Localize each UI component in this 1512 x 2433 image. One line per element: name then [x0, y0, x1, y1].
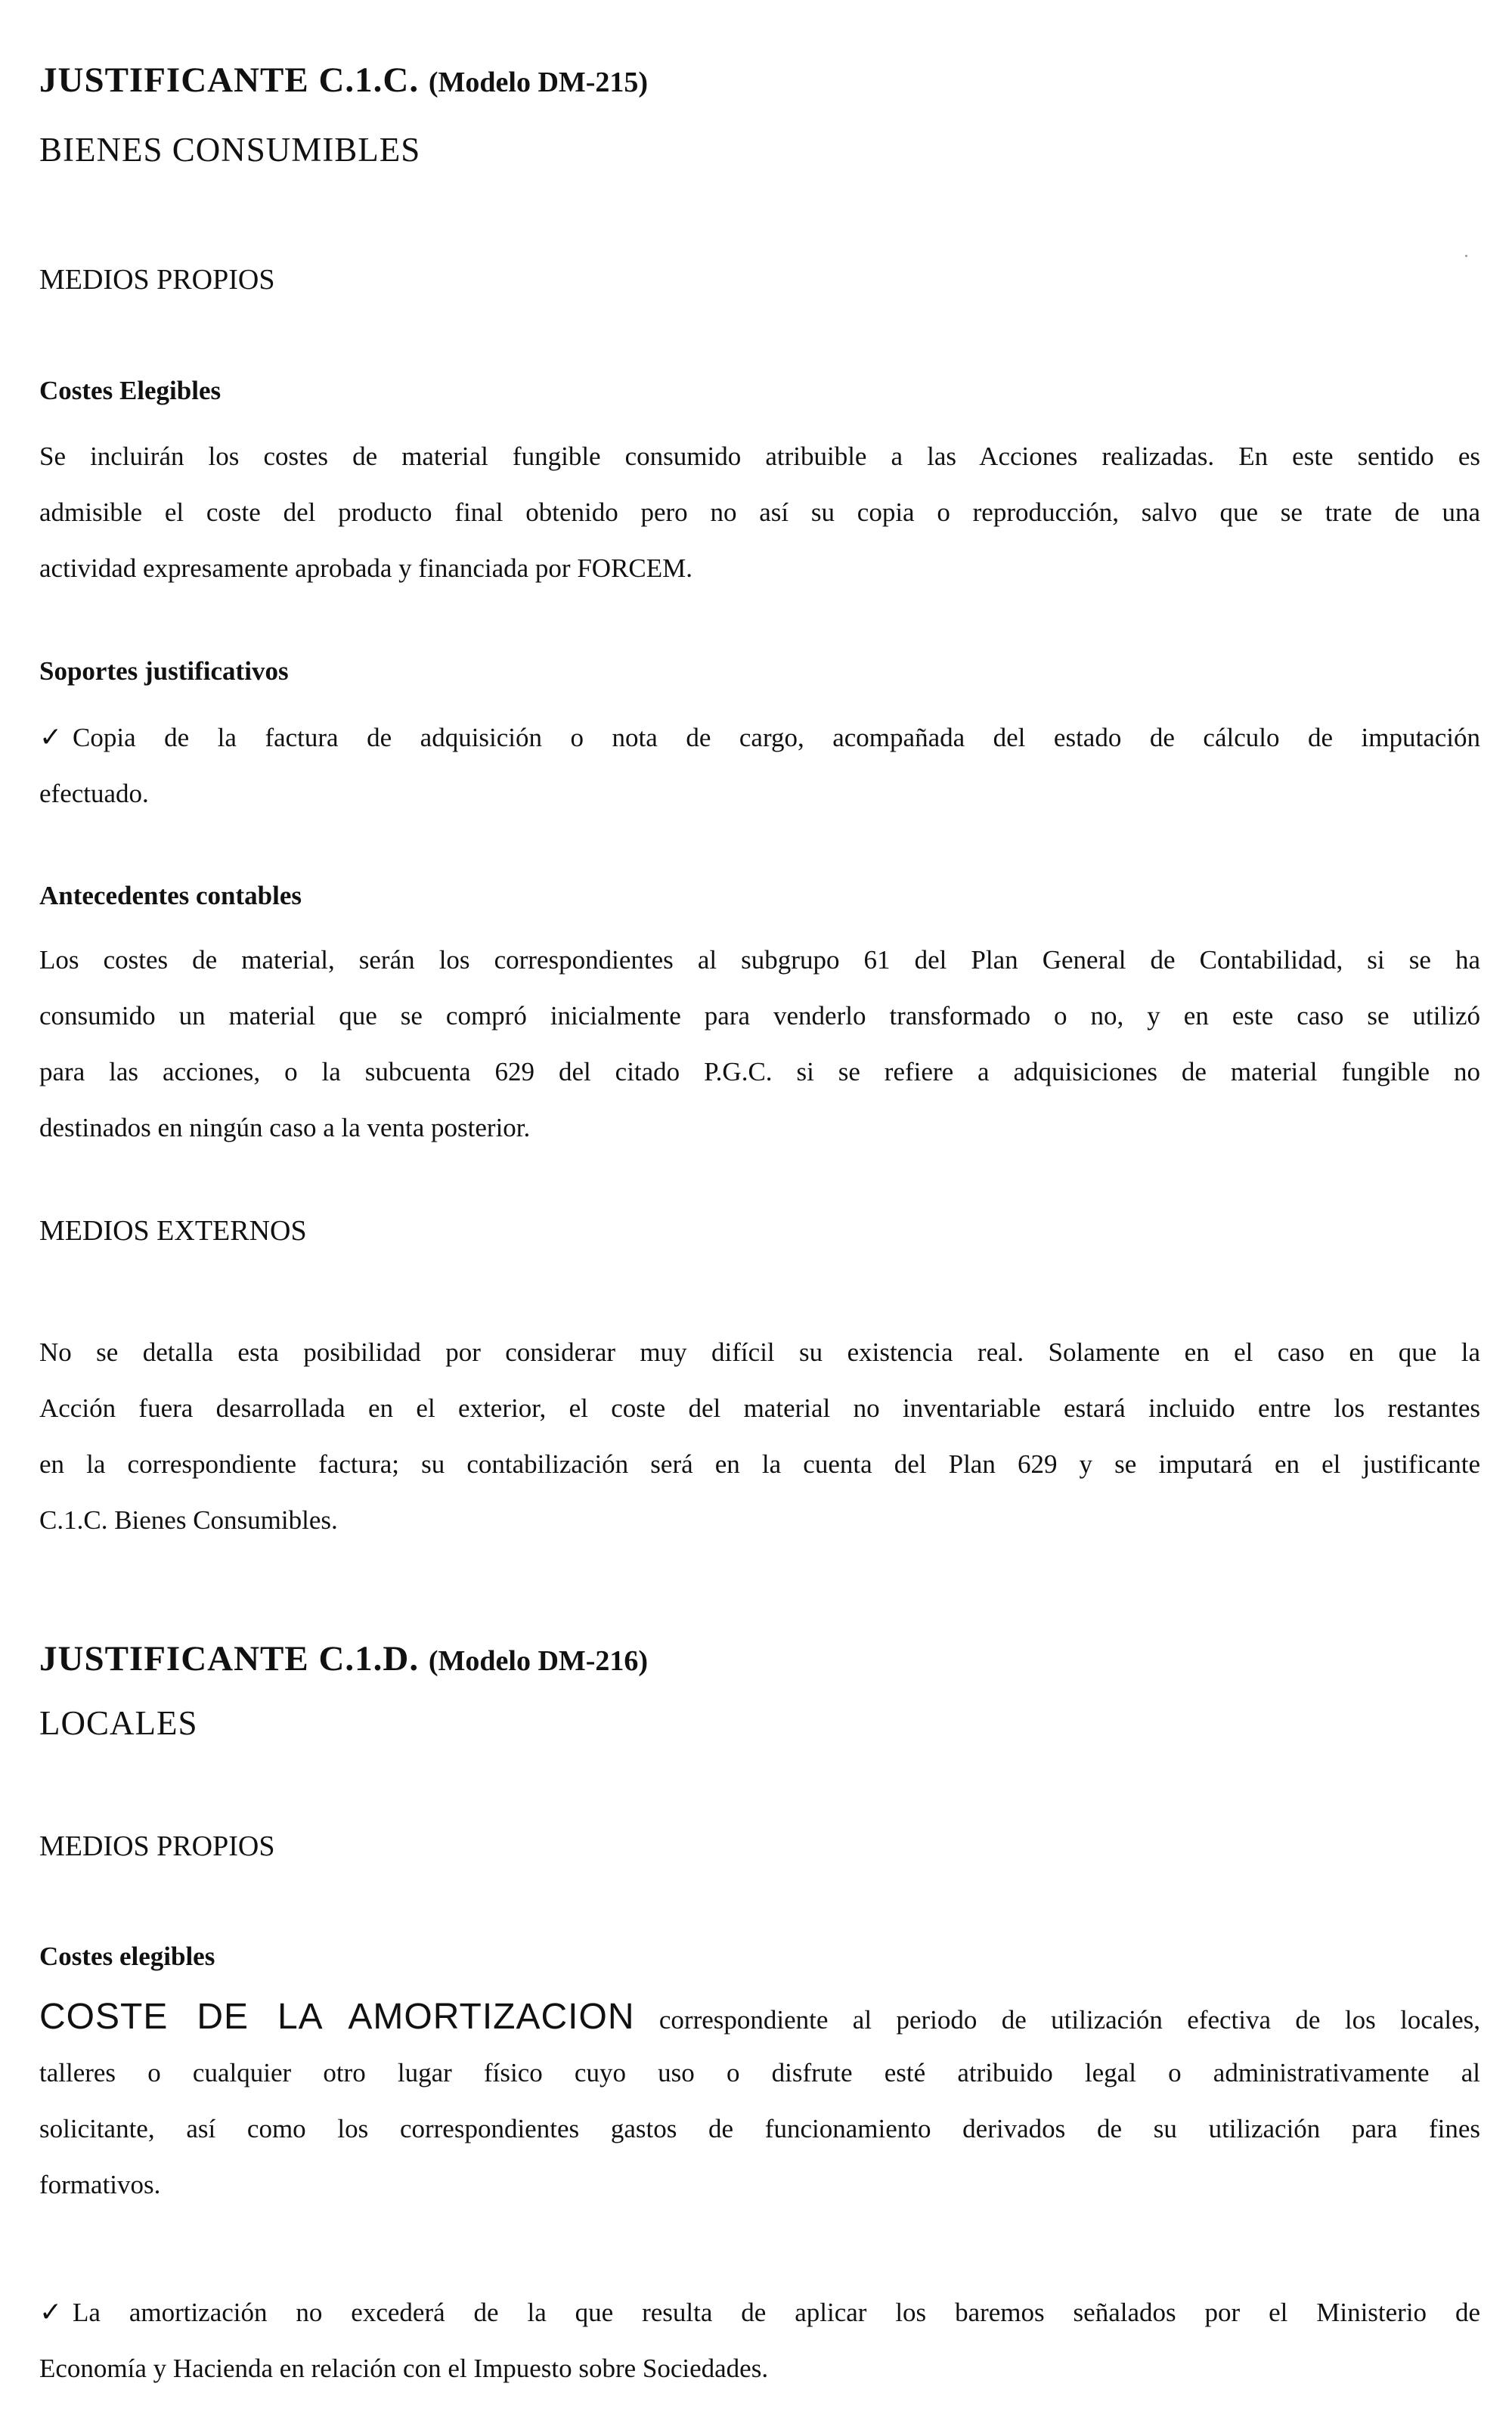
section-c1d-model: (Modelo DM-216) [428, 1645, 649, 1677]
paragraph-line: Los costes de material, serán los correspondientes al subgrupo 61 del Plan General de Contabilidad, si se ha [39, 945, 1480, 975]
section-c1d-costes-paragraph [39, 1989, 1480, 2213]
paragraph-line: admisible el coste del producto final obtenido pero no así su copia o reproducción, salvo que se trate de una [39, 497, 1480, 527]
soportes-line-text: Copia de la factura de adquisición o nota de cargo, acompañada del estado de cálculo de imputación [73, 723, 1480, 752]
section-c1c-costes-paragraph [39, 429, 1480, 597]
amortizacion-lead: COSTE DE LA AMORTIZACION [39, 1997, 635, 2037]
section-c1d-title [39, 1638, 648, 1679]
paragraph-line: para las acciones, o la subcuenta 629 del citado P.G.C. si se refiere a adquisiciones de material fungible no [39, 1057, 1480, 1086]
section-c1c-title-text: JUSTIFICANTE C.1.C. [39, 60, 420, 100]
checkmark-icon: ✓ [39, 2297, 63, 2328]
section-c1c-costes-label: Costes Elegibles [39, 376, 222, 405]
section-c1c-antecedentes-label: Antecedentes contables [39, 881, 302, 910]
paragraph-line [39, 710, 1480, 766]
section-c1c-antecedentes-paragraph [39, 932, 1480, 1156]
paragraph-line: Acción fuera desarrollada en el exterior, el coste del material no inventariable estará incluido entre los restantes [39, 1393, 1480, 1423]
paragraph-line [39, 1989, 1480, 2045]
paragraph-line: Economía y Hacienda en relación con el Impuesto sobre Sociedades. [39, 2354, 769, 2383]
section-c1d-nota-paragraph [39, 2285, 1480, 2397]
section-c1d-costes-label: Costes elegibles [39, 1942, 215, 1971]
section-c1d-subtitle: LOCALES [39, 1704, 198, 1742]
paragraph-line: en la correspondiente factura; su contabilización será en la cuenta del Plan 629 y se imputará en el justificante [39, 1449, 1480, 1479]
section-c1c-externos-paragraph [39, 1325, 1480, 1548]
paragraph-line [39, 2285, 1480, 2341]
section-c1c-medios-externos-heading: MEDIOS EXTERNOS [39, 1215, 307, 1247]
paragraph-line: Se incluirán los costes de material fungible consumido atribuible a las Acciones realizadas. En este sentido es [39, 442, 1480, 471]
scan-speck [1465, 255, 1467, 257]
section-c1d-medios-propios-heading: MEDIOS PROPIOS [39, 1830, 275, 1862]
section-c1c-soportes-label: Soportes justificativos [39, 656, 289, 686]
paragraph-line: consumido un material que se compró inicialmente para venderlo transformado o no, y en este caso se utilizó [39, 1001, 1480, 1031]
section-c1c-soportes-paragraph [39, 710, 1480, 822]
section-c1c-model: (Modelo DM-215) [428, 67, 649, 98]
paragraph-line: actividad expresamente aprobada y financiada por FORCEM. [39, 553, 693, 583]
section-c1d-title-text: JUSTIFICANTE C.1.D. [39, 1639, 420, 1678]
section-c1c-title [39, 60, 648, 101]
paragraph-line: destinados en ningún caso a la venta posterior. [39, 1113, 531, 1142]
paragraph-line: C.1.C. Bienes Consumibles. [39, 1505, 338, 1535]
checkmark-icon: ✓ [39, 722, 63, 753]
paragraph-line: solicitante, así como los correspondientes gastos de funcionamiento derivados de su utilización para fines [39, 2114, 1480, 2143]
nota-line-text: La amortización no excederá de la que resulta de aplicar los baremos señalados por el Ministerio de [73, 2298, 1480, 2327]
paragraph-line: formativos. [39, 2170, 161, 2199]
section-c1c-medios-propios-heading: MEDIOS PROPIOS [39, 264, 275, 296]
paragraph-line: efectuado. [39, 779, 149, 808]
paragraph-line: No se detalla esta posibilidad por considerar muy difícil su existencia real. Solamente en el caso en que la [39, 1337, 1480, 1367]
section-c1c-subtitle: BIENES CONSUMIBLES [39, 131, 421, 169]
paragraph-line: talleres o cualquier otro lugar físico cuyo uso o disfrute esté atribuido legal o administrativamente al [39, 2058, 1480, 2087]
amortizacion-rest: correspondiente al periodo de utilización efectiva de los locales, [658, 2005, 1480, 2035]
